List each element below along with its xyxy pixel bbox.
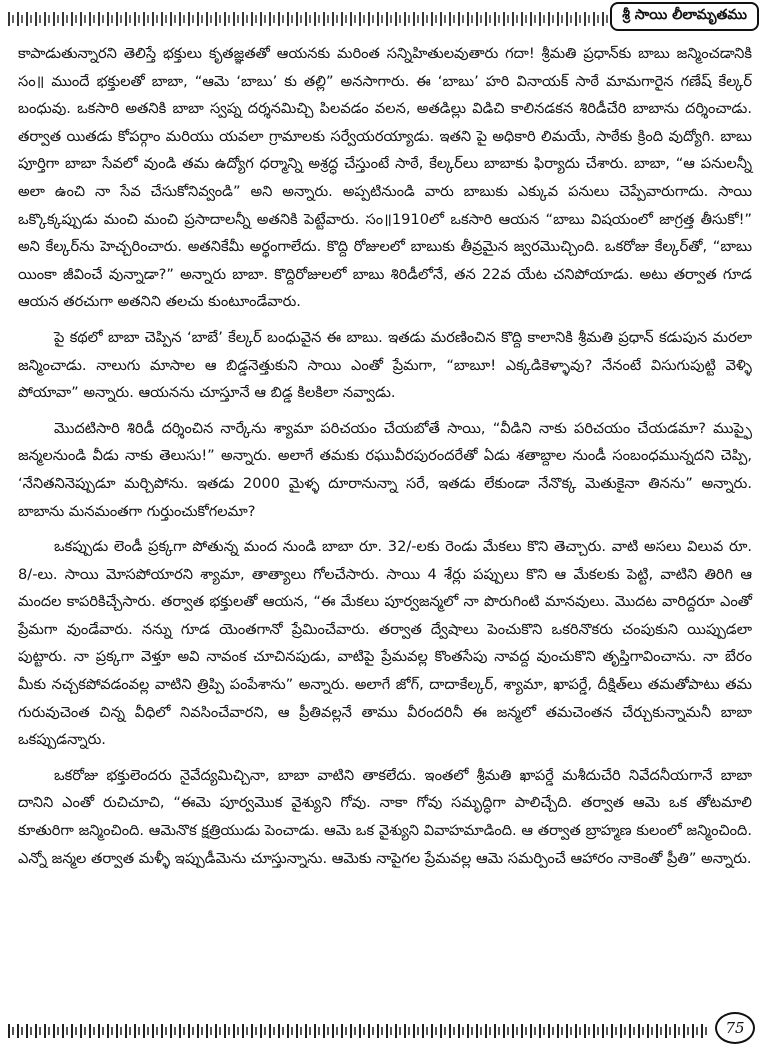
bottom-decorative-border bbox=[8, 1024, 708, 1038]
page-body bbox=[18, 40, 752, 880]
top-decorative-border bbox=[8, 12, 608, 26]
paragraph: ఒకప్పుడు లెండీ ప్రక్కగా పోతున్న మంద నుండి బాబా రూ. 32/-లకు రెండు మేకలు కొని తెచ్చారు. వాటి అసలు విలువ రూ. 8/-లు. సాయి మోసపోయారని శ్యామా, తాత్యాలు గోలచేసారు. సాయి 4 శేర్లు పప్పులు కొని ఆ మేకలకు పెట్టి, వాటిని తిరిగి ఆ మందల కాపరికిచ్చేసారు. తర్వాత భక్తులతో ఆయన, “ఈ మేకలు పూర్వజన్మలో నా పొరుగింటి మానవులు. మొదట వారిద్దరూ ఎంతో ప్రేమగా వుండేవారు. నన్ను గూడ యెంతగానో ప్రేమించేవారు. తర్వాత ద్వేషాలు పెంచుకొని ఒకరినొకరు చంపుకుని యిప్పుడలా పుట్టారు. నా ప్రక్కగా వెళ్తూ అవి నావంక చూచినపుడు, వాటిపై ప్రేమవల్ల కొంతసేపు నావద్ద వుంచుకొని తృప్తిగావించాను. నా బేరం మీకు నచ్చకపోవడంవల్ల వాటిని త్రిప్పి పంపేశాను” అన్నారు. అలాగే జోగ్, దాదాకేల్కర్, శ్యామా, ఖాపర్డే, దీక్షిత్‌లు తమతోపాటు తమ గురువుచెంత చిన్న వీధిలో నివసించేవారని, ఆ ప్రీతివల్లనే తాము వీరందరినీ ఈ జన్మలో తమచెంతన చేర్చుకున్నామనీ బాబా ఒకప్పుడన్నారు. bbox=[18, 538, 752, 749]
paragraph: మొదటిసారి శిరిడీ దర్శించిన నార్కేను శ్యామా పరిచయం చేయబోతే సాయి, “వీడిని నాకు పరిచయం చేయడమా? ముప్ఫై జన్మలనుండి వీడు నాకు తెలుసు!” అన్నారు. అలాగే తమకు రఘువీరపురందరేతో ఏడు శతాబ్దాల నుండీ సంబంధమున్నదని చెప్పి, ‘నేనితనినెప్పుడూ మర్చిపోను. ఇతడు 2000 మైళ్ళ దూరానున్నా సరే, ఇతడు లేకుండా నేనొక్క మెతుకైనా తినను” అన్నారు. బాబాను మనమంతగా గుర్తుంచుకోగలమా? bbox=[18, 419, 752, 520]
paragraph: పై కథలో బాబా చెప్పిన ‘బాబే’ కేల్కర్ బంధువైన ఈ బాబు. ఇతడు మరణించిన కొద్ది కాలానికి శ్రీమతి ప్రధాన్ కడుపున మరలా జన్మించాడు. నాలుగు మాసాల ఆ బిడ్డనెత్తుకుని సాయి ఎంతో ప్రేమగా, “బాబూ! ఎక్కడికెళ్ళావు? నేనంటే విసుగుపుట్టి వెళ్ళి పోయావా” అన్నారు. ఆయనను చూస్తూనే ఆ బిడ్డ కిలకిలా నవ్వాడు. bbox=[18, 328, 752, 402]
paragraph: కాపాడుతున్నారని తెలిస్తే భక్తులు కృతజ్ఞతతో ఆయనకు మరింత సన్నిహితులవుతారు గదా! శ్రీమతి ప్రధాన్‌కు బాబు జన్మించడానికి సం॥ ముందే భక్తులతో బాబా, “ఆమె ‘బాబు’ కు తల్లి” అనసాగారు. ఈ ‘బాబు’ హరి వినాయక్ సాఠే మామగారైన గణేష్ కేల్కర్ బంధువు. ఒకసారి అతనికి బాబా స్వప్న దర్శనమిచ్చి పిలవడం వలన, అతడిల్లు విడిచి కాలినడకన శిరిడీచేరి బాబాను దర్శించాడు. తర్వాత యితడు కోపర్గాం మరియు యవలా గ్రామాలకు సర్వేయరయ్యాడు. ఇతని పై అధికారి లిమయే, సాఠేకు క్రింది వుద్యోగి. బాబు పూర్తిగా బాబా సేవలో వుండి తమ ఉద్యోగ ధర్మాన్ని అశ్రద్ధ చేస్తుంటే సాఠే, కేల్కర్‌లు బాబాకు ఫిర్యాదు చేశారు. బాబా, “ఆ పనులన్నీ అలా ఉంచి నా సేవ చేసుకోనివ్వండి” అని అన్నారు. అప్పటినుండి వారు బాబుకు ఎక్కువ పనులు చెప్పేవారుగాదు. సాయి ఒక్కొక్కప్పుడు మంచి మంచి ప్రసాదాలన్నీ అతనికి పెట్టేవారు. సం॥1910లో ఒకసారి ఆయన “బాబు విషయంలో జాగ్రత్త తీసుకో!” అని కేల్కర్‌ను హెచ్చరించారు. అతనికేమీ అర్థంగాలేదు. కొద్ది రోజులలో బాబుకు తీవ్రమైన జ్వరమొచ్చింది. ఒకరోజు కేల్కర్‌తో, “బాబు యింకా జీవించే వున్నాడా?” అన్నారు బాబా. కొద్దిరోజులలో బాబు శిరిడీలోనే, తన 22వ యేట చనిపోయాడు. అటు తర్వాత గూడ ఆయన తరచుగా అతనిని తలచు కుంటూండేవారు. bbox=[18, 45, 752, 311]
paragraph: ఒకరోజు భక్తులెందరు నైవేద్యమిచ్చినా, బాబా వాటిని తాకలేదు. ఇంతలో శ్రీమతి ఖాపర్డే మశీదుచేరి నివేదనీయగానే బాబా దానిని ఎంతో రుచిచూచి, “ఈమె పూర్వమొక వైశ్యుని గోవు. నాకా గోవు సమృద్ధిగా పాలిచ్చేది. తర్వాత ఆమె ఒక తోటమాలి కూతురిగా జన్మించింది. ఆమెనొక క్షత్రియుడు పెంచాడు. ఆమె ఒక వైశ్యుని వివాహమాడింది. ఆ తర్వాత బ్రాహ్మణ కులంలో జన్మించింది. ఎన్నో జన్మల తర్వాత మళ్ళీ ఇప్పుడీమెను చూస్తున్నాను. ఆమెకు నాపైగల ప్రేమవల్ల ఆమె సమర్పించే ఆహారం నాకెంతో ప్రీతి” అన్నారు. bbox=[18, 766, 752, 867]
running-header: శ్రీ సాయి లీలామృతము bbox=[610, 2, 759, 31]
page-number: 75 bbox=[715, 1012, 755, 1044]
